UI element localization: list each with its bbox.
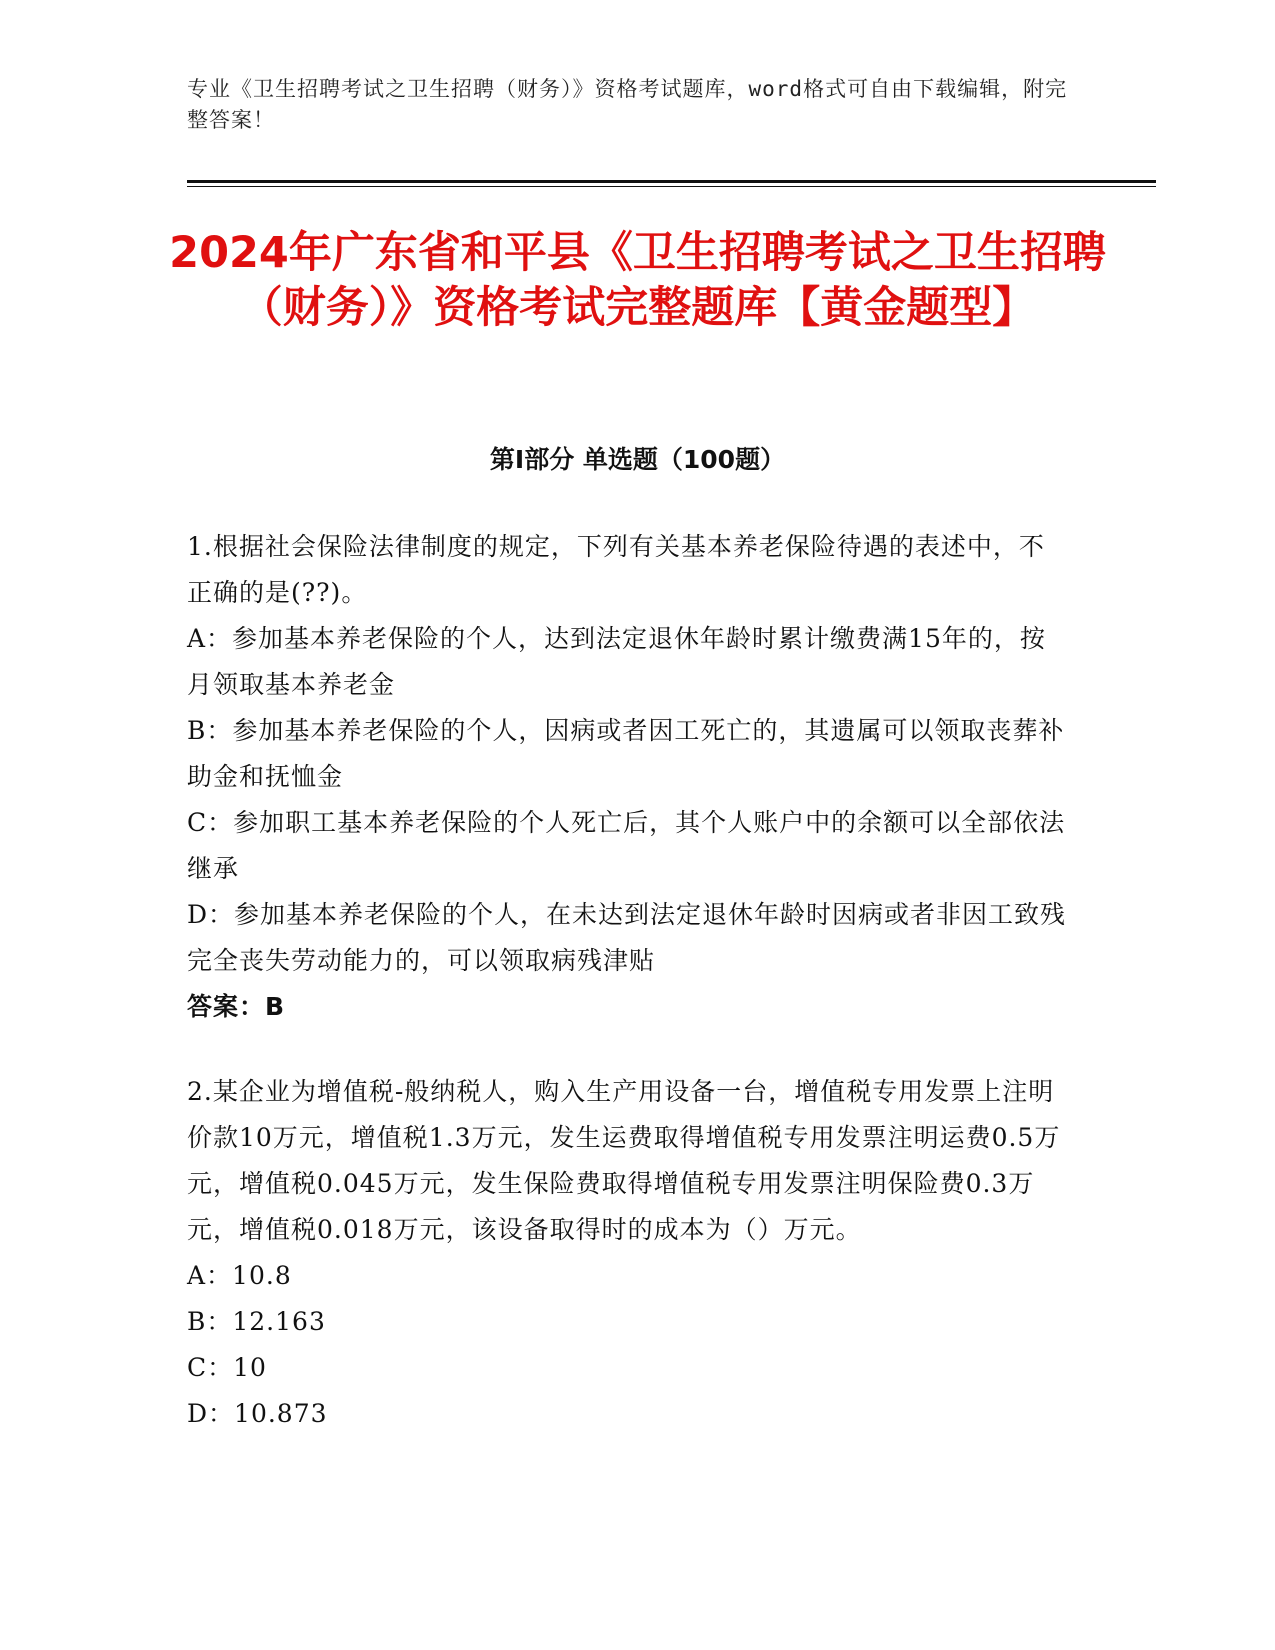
header-divider-thin bbox=[187, 186, 1156, 187]
option-a: A：10.8 bbox=[187, 1261, 292, 1290]
option-c: C：参加职工基本养老保险的个人死亡后，其个人账户中的余额可以全部依法继承 bbox=[187, 808, 1066, 883]
option-b: B：参加基本养老保险的个人，因病或者因工死亡的，其遗属可以领取丧葬补助金和抚恤金 bbox=[187, 716, 1065, 791]
question-1 bbox=[187, 524, 1067, 1030]
option-a: A：参加基本养老保险的个人，达到法定退休年龄时累计缴费满15年的，按月领取基本养老金 bbox=[187, 624, 1046, 699]
question-stem: 1.根据社会保险法律制度的规定，下列有关基本养老保险待遇的表述中，不正确的是(??)。 bbox=[187, 532, 1045, 607]
option-b: B：12.163 bbox=[187, 1307, 326, 1336]
answer: 答案：B bbox=[187, 992, 286, 1021]
question-stem: 2.某企业为增值税-般纳税人，购入生产用设备一台，增值税专用发票上注明价款10万元，增值税1.3万元，发生运费取得增值税专用发票注明运费0.5万元，增值税0.045万元，发生保险费取得增值税专用发票注明保险费0.3万元，增值税0.018万元，该设备取得时的成本为（）万元。 bbox=[187, 1077, 1061, 1244]
document-title: 2024年广东省和平县《卫生招聘考试之卫生招聘（财务）》资格考试完整题库【黄金题型】 bbox=[169, 228, 1106, 333]
question-2 bbox=[187, 1069, 1067, 1437]
header-divider-thick bbox=[187, 180, 1156, 183]
section-heading: 第I部分 单选题（100题） bbox=[489, 445, 786, 474]
option-d: D：参加基本养老保险的个人，在未达到法定退休年龄时因病或者非因工致残完全丧失劳动能力的，可以领取病残津贴 bbox=[187, 900, 1067, 975]
header-note: 专业《卫生招聘考试之卫生招聘（财务）》资格考试题库，word格式可自由下载编辑，附完整答案！ bbox=[187, 77, 1068, 132]
option-d: D：10.873 bbox=[187, 1399, 328, 1428]
option-c: C：10 bbox=[187, 1353, 267, 1382]
